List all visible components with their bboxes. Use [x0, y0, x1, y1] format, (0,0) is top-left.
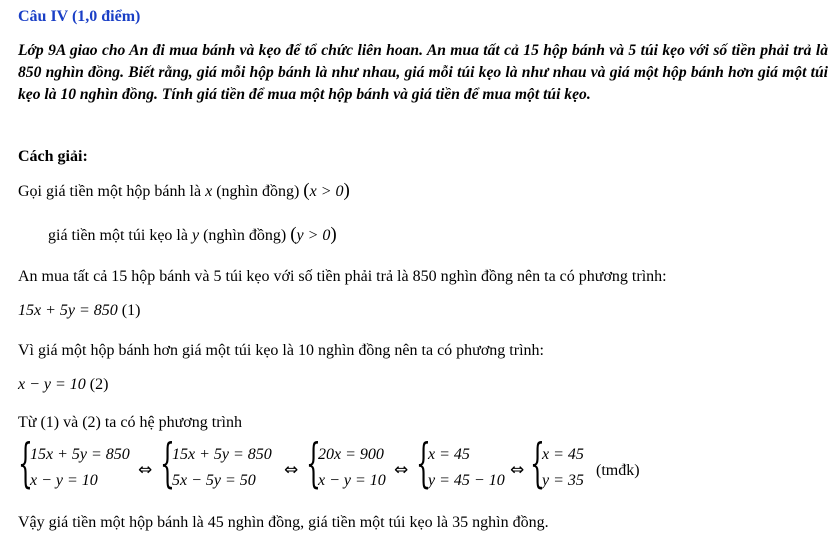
let-x-text: Gọi giá tiền một hộp bánh là: [18, 183, 202, 200]
let-x-cond: x > 0: [309, 183, 344, 200]
conclusion-value-1: 45: [207, 514, 224, 531]
equation-2-tag: (2): [89, 376, 109, 393]
equiv-symbol: ⇔: [394, 460, 409, 480]
system-2-row-1: 15x + 5y = 850: [172, 446, 272, 463]
system-5-row-2: y = 35: [542, 472, 584, 489]
system-1-row-2: x − y = 10: [30, 472, 98, 489]
equiv-symbol: ⇔: [138, 460, 153, 480]
conclusion-part-b: nghìn đồng, giá tiền một túi kẹo là: [227, 514, 449, 531]
system-5-row-1: x = 45: [542, 446, 584, 463]
equation-1: [18, 300, 140, 322]
let-x-unit: (nghìn đồng): [216, 183, 300, 200]
system-2-row-2: 5x − 5y = 50: [172, 472, 256, 489]
system-3-row-2: x − y = 10: [318, 472, 386, 489]
let-y-text: giá tiền một túi kẹo là: [48, 227, 188, 244]
condition-check: (tmđk): [596, 462, 640, 479]
let-y-line: giá tiền một túi kẹo là y (nghìn đồng) (y > 0): [48, 224, 337, 245]
let-x-var: x: [205, 183, 213, 200]
equiv-symbol: ⇔: [510, 460, 525, 480]
statement-1: An mua tất cả 15 hộp bánh và 5 túi kẹo với số tiền phải trả là 850 nghìn đồng nên ta có phương trình:: [18, 268, 667, 285]
statement-3: Từ (1) và (2) ta có hệ phương trình: [18, 414, 242, 431]
let-x-line: Gọi giá tiền một hộp bánh là x (nghìn đồng) (x > 0): [18, 180, 350, 201]
system-4-row-1: x = 45: [428, 446, 470, 463]
problem-statement: Lớp 9A giao cho An đi mua bánh và kẹo để tổ chức liên hoan. An mua tất cả 15 hộp bánh và 5 túi kẹo với số tiền phải trả là 850 nghìn đồng. Biết rằng, giá mỗi hộp bánh là như nhau, giá mỗi túi kẹo là như nhau và giá một hộp bánh hơn giá một túi kẹo là 10 nghìn đồng. Tính giá tiền để mua một hộp bánh và giá tiền để mua một túi kẹo.: [18, 42, 828, 103]
equiv-symbol: ⇔: [284, 460, 299, 480]
system-4-row-2: y = 45 − 10: [428, 472, 505, 489]
statement-2: Vì giá một hộp bánh hơn giá một túi kẹo là 10 nghìn đồng nên ta có phương trình:: [18, 342, 544, 359]
equation-1-expr: 15x + 5y = 850: [18, 302, 118, 319]
question-heading: Câu IV (1,0 điểm): [18, 8, 141, 25]
system-3-row-1: 20x = 900: [318, 446, 384, 463]
conclusion-part-c: nghìn đồng.: [472, 514, 549, 531]
system-1-row-1: 15x + 5y = 850: [30, 446, 130, 463]
solution-label: Cách giải:: [18, 148, 88, 165]
equation-2: [18, 374, 108, 396]
equation-1-tag: (1): [121, 302, 141, 319]
conclusion: [18, 512, 549, 534]
let-y-var: y: [191, 227, 200, 244]
equation-2-expr: x − y = 10: [18, 376, 86, 393]
let-y-cond: y > 0: [296, 227, 331, 244]
let-y-unit: (nghìn đồng): [203, 227, 287, 244]
conclusion-value-2: 35: [452, 514, 469, 531]
conclusion-part-a: Vậy giá tiền một hộp bánh là: [18, 514, 204, 531]
